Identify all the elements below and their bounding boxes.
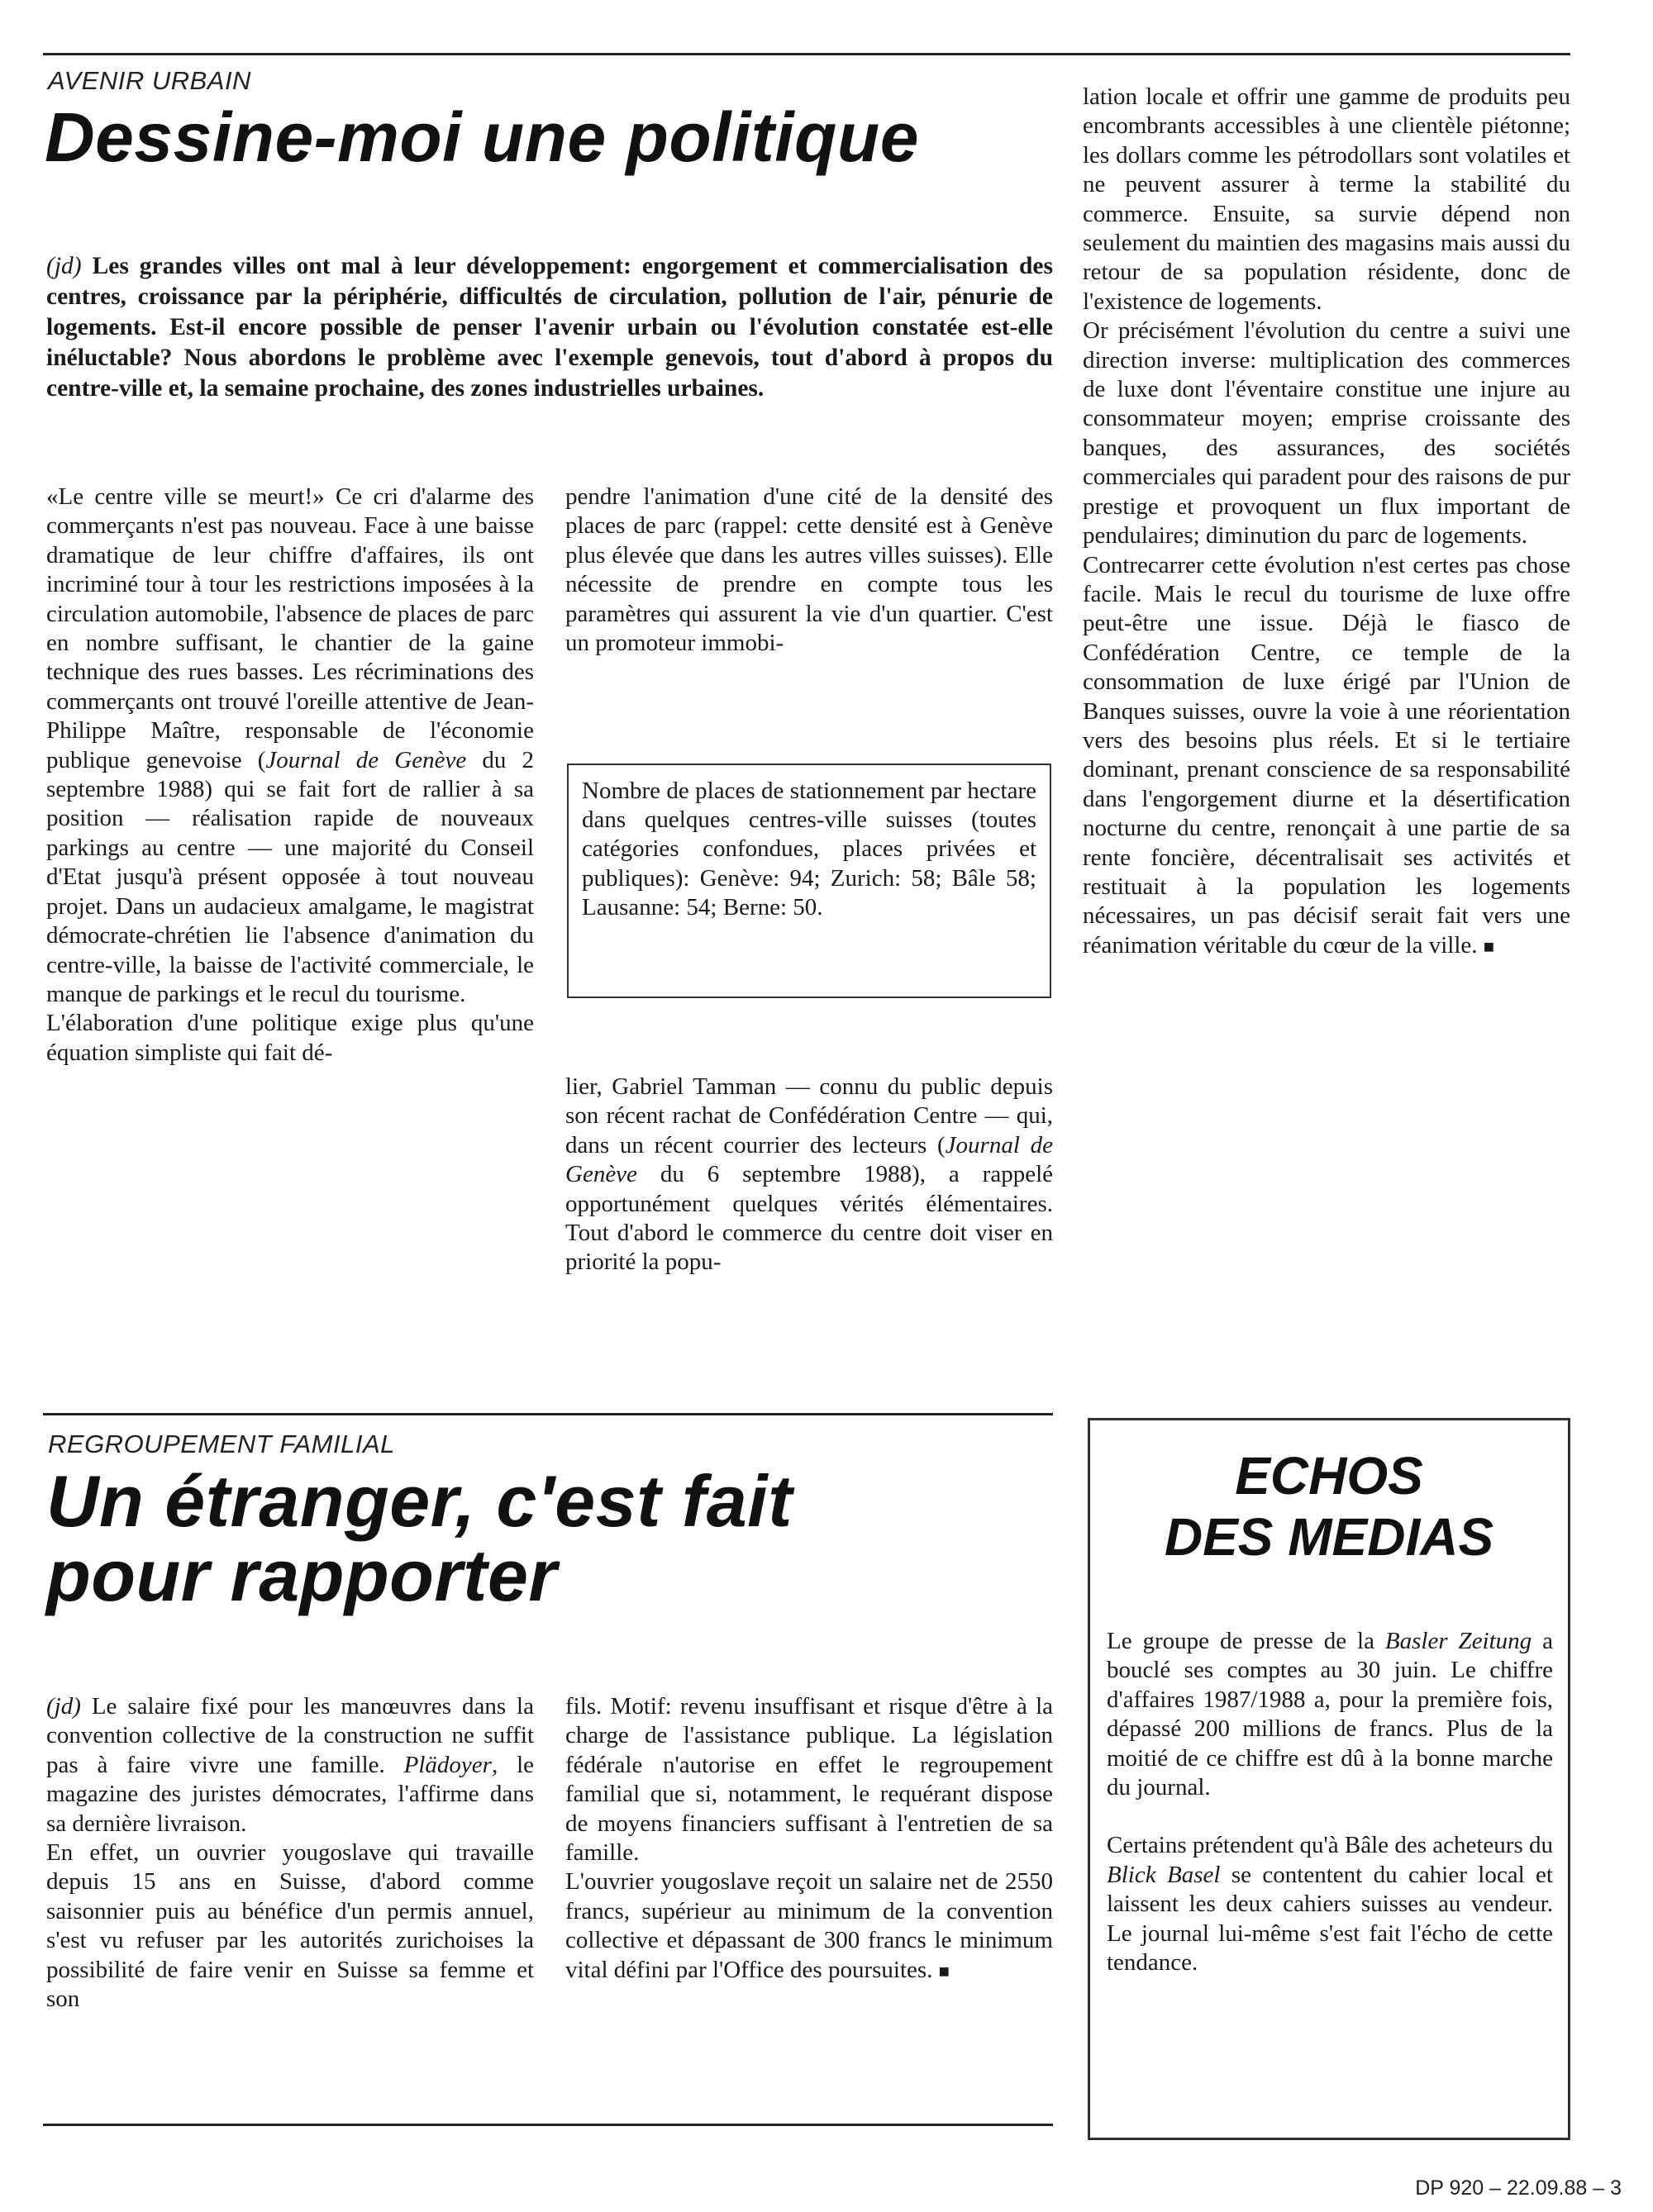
article1-col2-italic-source: Journal de Genève: [565, 1131, 1053, 1188]
article2-headline-line-1: Un étranger, c'est fait: [46, 1460, 793, 1542]
echos-para-1: [1107, 1627, 1553, 1802]
article1-kicker: AVENIR URBAIN: [48, 66, 251, 95]
article1-col3-para-3: [1083, 551, 1570, 962]
top-rule: [43, 53, 1570, 55]
article2-column-1: [46, 1692, 534, 2014]
echos-title-line-2: DES MEDIAS: [1164, 1507, 1494, 1567]
echos-title-line-1: ECHOS: [1235, 1446, 1423, 1506]
article1-lead-author: (jd): [46, 253, 82, 279]
article2-col1-text-b: , le magazine des juristes démocrates, l'affirme dans sa dernière livraison.: [46, 1751, 534, 1837]
article1-col2-text-a: lier, Gabriel Tamman — connu du public depuis son récent rachat de Confédération Centre — qui, dans un récent courrier des lecteurs (: [565, 1073, 1053, 1158]
article1-col1-para-2: L'élaboration d'une politique exige plus qu'une équation simpliste qui fait dé-: [46, 1010, 534, 1066]
article2-col2-text: L'ouvrier yougoslave reçoit un salaire net de 2550 francs, supérieur au minimum de la convention collective et dépassant de 300 francs le minimum vital défini par l'Office des poursuites.: [565, 1868, 1053, 1983]
article1-headline: Dessine-moi une politique: [45, 98, 919, 176]
article2-col2-para-2: [565, 1867, 1053, 1986]
article1-col2-bottom-text: [565, 1073, 1053, 1277]
echos-p2-text-b: se contentent du cahier local et laissent les deux cahiers suisses au vendeur. Le journal lui-même s'est fait l'écho de cette tendance.: [1107, 1861, 1553, 1977]
parking-stats-box: [567, 763, 1051, 998]
echos-p2-italic: Blick Basel: [1107, 1861, 1221, 1888]
article1-col3-para-1: lation locale et offrir une gamme de produits peu encombrants accessibles à une clientèle piétonne; les dollars comme les pétrodollars sont volatiles et ne peuvent assurer à terme la stabilité du commerce. Ensuite, sa survie dépend non seulement du maintien des magasins mais aussi du retour de sa population résidente, donc de l'existence de logements.: [1083, 83, 1570, 315]
article2-kicker: REGROUPEMENT FAMILIAL: [48, 1429, 395, 1458]
article2-top-rule: [43, 1413, 1053, 1415]
article1-col3-para-2: Or précisément l'évolution du centre a suivi une direction inverse: multiplication des commerces de luxe dont l'éventaire constitue une injure au consommateur moyen; emprise croissante des banques, des assurances, des sociétés commerciales qui paradent pour des raisons de pur prestige et provoquent un flux important de pendulaires; diminution du parc de logements.: [1083, 317, 1570, 549]
echos-para-2: [1107, 1831, 1553, 1977]
echos-body: [1107, 1627, 1553, 2006]
article1-lead: [46, 251, 1053, 404]
article2-col1-para-1: [46, 1692, 534, 1839]
article1-column-3: [1083, 83, 1570, 961]
article1-col1-text-a: «Le centre ville se meurt!» Ce cri d'alarme des commerçants n'est pas nouveau. Face à une baisse dramatique de leur chiffre d'affaires, ils ont incriminé tour à tour les restrictions imposées à la circulation automobile, l'absence de places de parc en nombre suffisant, le chantier de la gaine technique des rues basses. Les récriminations des commerçants ont trouvé l'oreille attentive de Jean-Philippe Maître, responsable de l'économie publique genevoise (: [46, 483, 534, 773]
echos-p1-text-b: a bouclé ses comptes au 30 juin. Le chiffre d'affaires 1987/1988 a, pour la première fois, dépassé 200 millions de francs. Plus de la moitié de ce chiffre est dû à la bonne marche du journal.: [1107, 1628, 1553, 1801]
article2-author: (jd): [46, 1693, 81, 1720]
article2-headline: [46, 1460, 793, 1616]
article1-col1-para-1: [46, 483, 534, 1009]
article1-column-1: [46, 483, 534, 1068]
article1-column-2-bottom: [565, 1073, 1053, 1277]
article1-col3-text: Contrecarrer cette évolution n'est certes pas chose facile. Mais le recul du tourisme de luxe offre peut-être une issue. Déjà le fiasco de Confédération Centre, ce temple de la consommation de luxe érigé par l'Union de Banques suisses, ouvre la voie à une réorientation vers des besoins plus réels. Et si le tertiaire dominant, prenant conscience de sa responsabilité dans l'engorgement diurne et la désertification nocturne du centre, renonçait à une partie de sa rente foncière, décentralisait ses activités et restituait à la population les logements nécessaires, un pas décisif serait fait vers une réanimation véritable du cœur de la ville.: [1083, 551, 1570, 959]
article2-col1-para-2: En effet, un ouvrier yougoslave qui travaille depuis 15 ans en Suisse, d'abord comme saisonnier puis au bénéfice d'un permis annuel, s'est vu refuser par les autorités zurichoises la possibilité de faire venir en Suisse sa femme et son: [46, 1839, 534, 2013]
article2-column-2: [565, 1692, 1053, 1986]
parking-stats-text: Nombre de places de stationnement par hectare dans quelques centres-ville suisses (toutes catégories confondues, places privées et publiques): Genève: 94; Zurich: 58; Bâle 58; Lausanne: 54; Berne: 50.: [582, 778, 1036, 920]
article2-bottom-rule: [43, 2124, 1053, 2126]
article2-col2-para-1: fils. Motif: revenu insuffisant et risque d'être à la charge de l'assistance publique. La législation fédérale n'autorise en effet le regroupement familial que si, notamment, le requérant dispose de moyens financiers suffisant à l'entretien de sa famille.: [565, 1693, 1053, 1867]
article1-col1-italic-source: Journal de Genève: [265, 746, 467, 773]
echos-p2-text-a: Certains prétendent qu'à Bâle des acheteurs du: [1107, 1832, 1553, 1859]
article1-col1-text-b: du 2 septembre 1988) qui se fait fort de rallier à sa position — réalisation rapide de nouveaux parkings au centre — une majorité du Conseil d'Etat jusqu'à présent opposée à tout nouveau projet. Dans un audacieux amalgame, le magistrat démocrate-chrétien lie l'absence d'animation du centre-ville, la baisse de l'activité commerciale, le manque de parkings et le recul du tourisme.: [46, 746, 535, 1007]
article2-col1-italic-magazine: Plädoyer: [403, 1751, 492, 1778]
end-mark-icon: ■: [1483, 935, 1495, 957]
echos-title: [1090, 1445, 1568, 1567]
echos-p1-italic: Basler Zeitung: [1384, 1628, 1532, 1654]
article1-column-2-top: [565, 483, 1053, 658]
page-folio: DP 920 – 22.09.88 – 3: [1415, 2176, 1622, 2200]
echos-box: [1088, 1418, 1570, 2140]
end-mark-icon: ■: [938, 1960, 950, 1981]
article1-col2-top-text: pendre l'animation d'une cité de la densité des places de parc (rappel: cette densité est à Genève plus élevée que dans les autres villes suisses). Elle nécessite de prendre en compte tous les paramètres qui assurent la vie d'un quartier. C'est un promoteur immobi-: [565, 483, 1053, 657]
article2-headline-line-2: pour rapporter: [46, 1534, 558, 1616]
article2-col1-text-a: Le salaire fixé pour les manœuvres dans la convention collective de la construction ne suffit pas à faire vivre une famille.: [46, 1693, 534, 1778]
echos-p1-text-a: Le groupe de presse de la: [1107, 1628, 1385, 1654]
article1-lead-text: Les grandes villes ont mal à leur développement: engorgement et commercialisation des centres, croissance par la périphérie, difficultés de circulation, pollution de l'air, pénurie de logements. Est-il encore possible de penser l'avenir urbain ou l'évolution constatée est-elle inéluctable? Nous abordons le problème avec l'exemple genevois, tout d'abord à propos du centre-ville et, la semaine prochaine, des zones industrielles urbaines.: [46, 253, 1053, 402]
article1-col2-text-b: du 6 septembre 1988), a rappelé opportunément quelques vérités élémentaires. Tout d'abord le commerce du centre doit viser en priorité la popu-: [565, 1161, 1053, 1276]
